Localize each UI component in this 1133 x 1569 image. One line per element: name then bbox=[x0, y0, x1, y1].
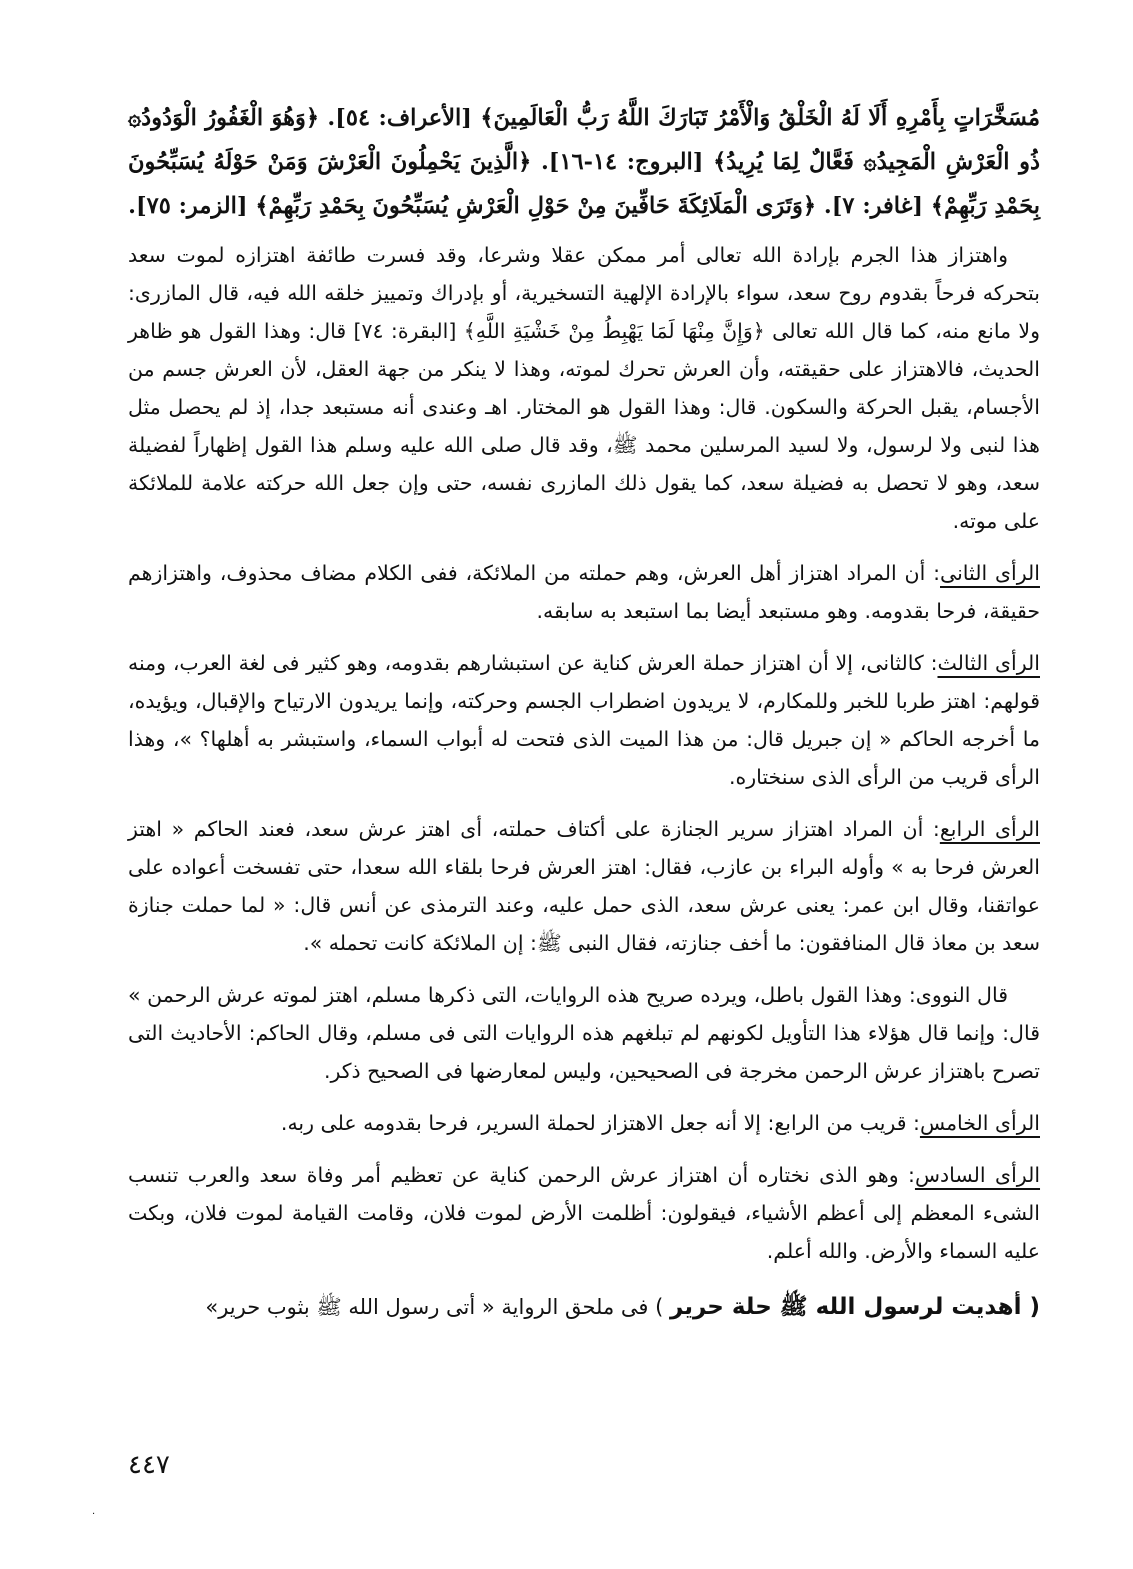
opinion-3-heading: الرأى الثالث bbox=[937, 651, 1040, 675]
opinion-6-text: : وهو الذى نختاره أن اهتزاز عرش الرحمن كناية عن تعظيم أمر وفاة سعد والعرب تنسب الشىء المعظم إلى أعظم الأشياء، فيقولون: أظلمت الأرض لموت فلان، وقامت القيامة لموت فلان، وبكت عليه السماء والأرض. والله أعلم. bbox=[128, 1163, 1040, 1263]
paragraph-7 bbox=[128, 1156, 1040, 1270]
hadith-heading-line bbox=[128, 1284, 1040, 1330]
page-number: ٤٤٧ bbox=[128, 1450, 170, 1480]
opinion-5-text: : قريب من الرابع: إلا أنه جعل الاهتزاز لحملة السرير، فرحا بقدومه على ربه. bbox=[280, 1111, 920, 1135]
opinion-2-text: : أن المراد اهتزاز أهل العرش، وهم حملته من الملائكة، ففى الكلام مضاف محذوف، واهتزازهم حقيقة، فرحا بقدومه. وهو مستبعد أيضا بما استبعد به سابقه. bbox=[128, 561, 1040, 623]
paragraph-4 bbox=[128, 810, 1040, 962]
hadith-heading: ( أهديت لرسول الله ﷺ حلة حرير bbox=[670, 1294, 1040, 1320]
opinion-3-text: : كالثانى، إلا أن اهتزاز حملة العرش كناية عن استبشارهم بقدومه، وهو كثير فى لغة العرب، ومنه قولهم: اهتز طربا للخبر وللمكارم، لا يريدون اضطراب الجسم وحركته، وإنما يريدون الارتياح والإقبال، ويؤيده، ما أخرجه الحاكم « إن جبريل قال: من هذا الميت الذى فتحت له أبواب السماء، واستبشر به أهلها؟ »، وهذا الرأى قريب من الرأى الذى سنختاره. bbox=[128, 651, 1040, 789]
quran-verses: مُسَخَّرَاتٍ بِأَمْرِهِ أَلَا لَهُ الْخَلْقُ وَالْأَمْرُ تَبَارَكَ اللَّهُ رَبُّ الْعَالَمِينَ﴾ [الأعراف: ٥٤]. ﴿وَهُوَ الْغَفُورُ الْوَدُودُ۞ ذُو الْعَرْشِ الْمَجِيدُ۞ فَعَّالٌ لِمَا يُرِيدُ﴾ [البروج: ١٤-١٦]. ﴿الَّذِينَ يَحْمِلُونَ الْعَرْشَ وَمَنْ حَوْلَهُ يُسَبِّحُونَ بِحَمْدِ رَبِّهِمْ﴾ [غافر: ٧]. ﴿وَتَرَى الْمَلَائِكَةَ حَافِّينَ مِنْ حَوْلِ الْعَرْشِ يُسَبِّحُونَ بِحَمْدِ رَبِّهِمْ﴾ [الزمر: ٧٥]. bbox=[128, 105, 1040, 219]
opinion-6-heading: الرأى السادس bbox=[914, 1163, 1041, 1187]
paragraph-3 bbox=[128, 644, 1040, 796]
opinion-2-heading: الرأى الثانى bbox=[940, 561, 1040, 585]
paragraph-6 bbox=[128, 1104, 1040, 1142]
corner-mark: . bbox=[92, 1506, 96, 1517]
opinion-4-heading: الرأى الرابع bbox=[939, 817, 1040, 841]
opinion-4-text: : أن المراد اهتزاز سرير الجنازة على أكتاف حملته، أى اهتز عرش سعد، فعند الحاكم « اهتز العرش فرحا به » وأوله البراء بن عازب، فقال: اهتز العرش فرحا بلقاء الله سعدا، حتى تفسخت أعواده على عواتقنا، وقال ابن عمر: يعنى عرش سعد، الذى حمل عليه، وعند الترمذى عن أنس قال: « لما حملت جنازة سعد بن معاذ قال المنافقون: ما أخف جنازته، فقال النبى ﷺ: إن الملائكة كانت تحمله ». bbox=[128, 817, 1040, 955]
opinion-5-heading: الرأى الخامس bbox=[919, 1111, 1040, 1135]
paragraph-5: قال النووى: وهذا القول باطل، ويرده صريح هذه الروايات، التى ذكرها مسلم، اهتز لموته عرش الرحمن » قال: وإنما قال هؤلاء هذا التأويل لكونهم لم تبلغهم هذه الروايات التى فى مسلم، وقال الحاكم: الأحاديث التى تصرح باهتزاز عرش الرحمن مخرجة فى الصحيحين، وليس لمعارضها فى الصحيح ذكر. bbox=[128, 983, 1040, 1083]
page-body bbox=[128, 96, 1040, 1344]
hadith-note: ) فى ملحق الرواية « أتى رسول الله ﷺ بثوب حرير» bbox=[205, 1295, 671, 1319]
paragraph-2 bbox=[128, 554, 1040, 630]
paragraph-1: واهتزاز هذا الجرم بإرادة الله تعالى أمر ممكن عقلا وشرعا، وقد فسرت طائفة اهتزازه لموت سعد بتحركه فرحاً بقدوم روح سعد، سواء بالإرادة الإلهية التسخيرية، أو بإدراك وتمييز خلقه الله فيه، قال المازرى: ولا مانع منه، كما قال الله تعالى ﴿وَإِنَّ مِنْهَا لَمَا يَهْبِطُ مِنْ خَشْيَةِ اللَّهِ﴾ [البقرة: ٧٤] قال: وهذا القول هو ظاهر الحديث، فالاهتزاز على حقيقته، وأن العرش تحرك لموته، وهذا لا ينكر من جهة العقل، لأن العرش جسم من الأجسام، يقبل الحركة والسكون. قال: وهذا القول هو المختار. اهـ وعندى أنه مستبعد جدا، إذ لم يحصل مثل هذا لنبى ولا لرسول، ولا لسيد المرسلين محمد ﷺ، وقد قال صلى الله عليه وسلم هذا القول إظهاراً لفضيلة سعد، وهو لا تحصل به فضيلة سعد، كما يقول ذلك المازرى نفسه، حتى وإن جعل الله حركته علامة للملائكة على موته. bbox=[128, 243, 1040, 533]
